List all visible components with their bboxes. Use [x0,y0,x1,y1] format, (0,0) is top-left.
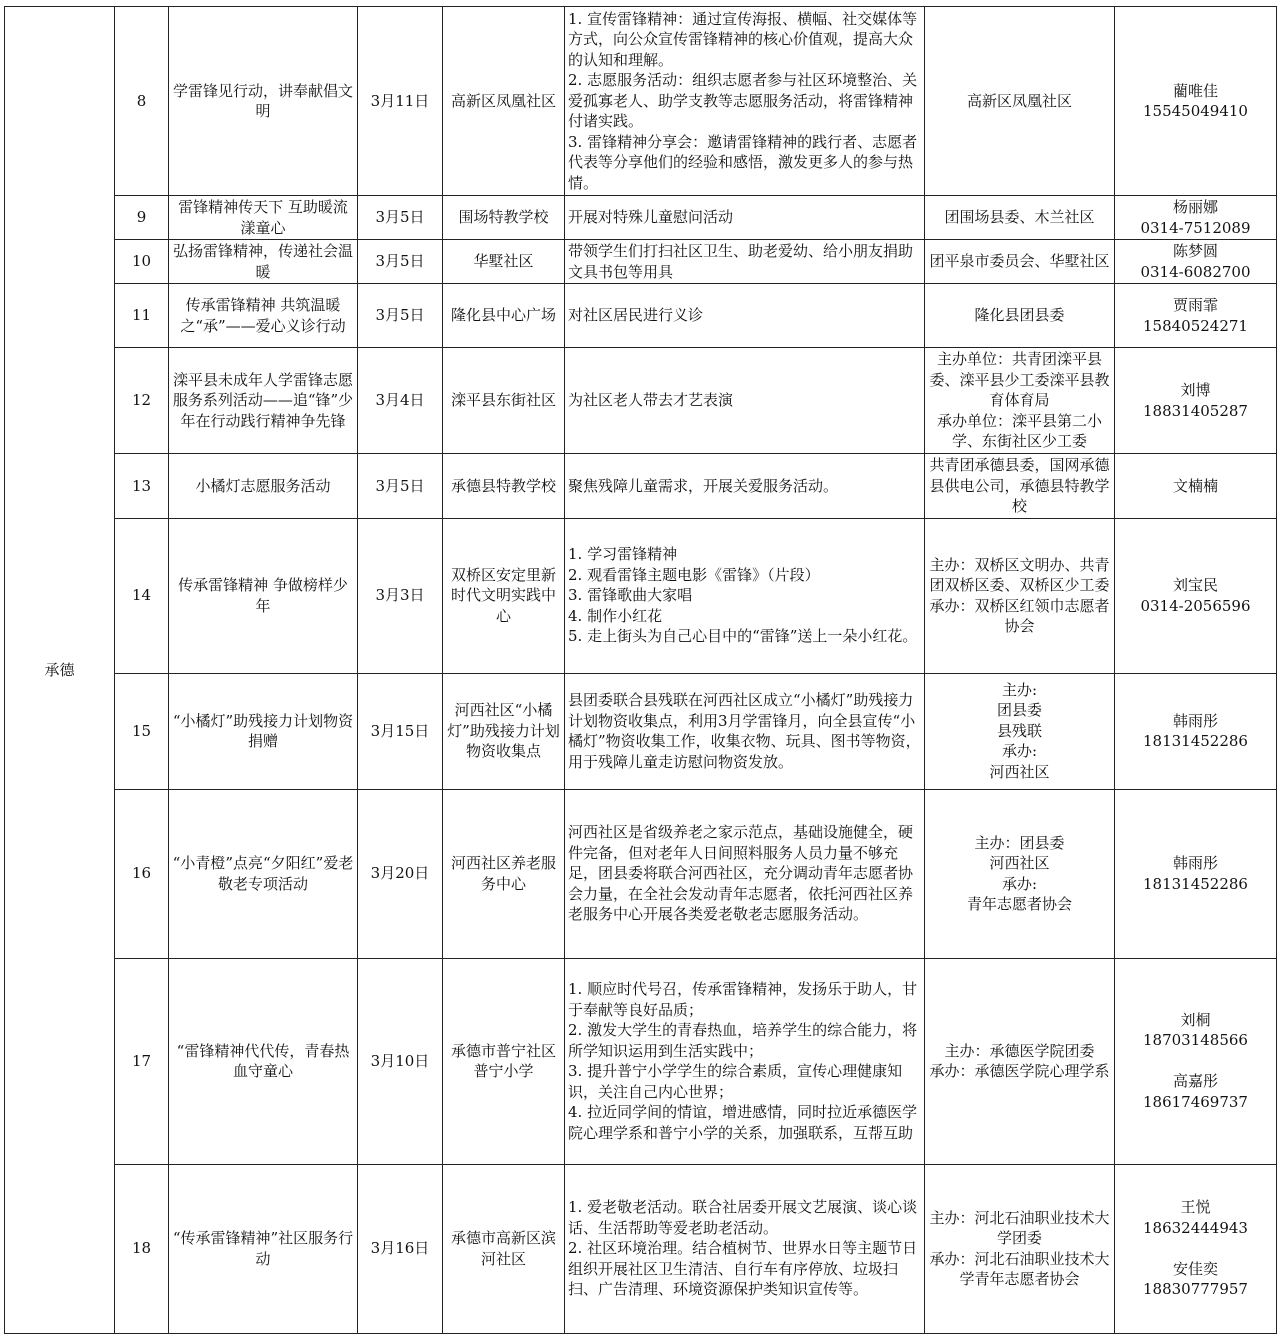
contact-line: 18131452286 [1143,874,1248,893]
activity-content-line: 2. 社区环境治理。结合植树节、世界水日等主题节日组织开展社区卫生清洁、自行车有序停放、垃圾扫扫、广告清理、环境资源保护类知识宣传等。 [568,1239,918,1299]
activity-content [565,196,925,240]
activity-content [565,348,925,454]
activity-content-line: 4. 制作小红花 [568,606,663,625]
activity-content-line: 3. 雷锋歌曲大家唱 [568,586,693,605]
activity-date: 3月15日 [358,673,443,789]
organizer-line: 高新区凤凰社区 [966,91,1072,110]
activity-content [565,7,925,196]
row-number: 8 [115,7,169,196]
organizer-line: 主办：承德医学院团委 [944,1041,1095,1060]
table-row [5,673,1277,789]
activity-content-line: 县团委联合县残联在河西社区成立“小橘灯”助残接力计划物资收集点，利用3月学雷锋月，向全县宣传“小橘灯”物资收集工作，收集衣物、玩具、图书等物资，用于残障儿童走访慰问物资发放。 [568,691,921,771]
organizer-line: 承办: [1001,742,1038,761]
activity-date: 3月10日 [358,958,443,1164]
activity-content-line: 开展对特殊儿童慰问活动 [568,208,734,227]
table-row [5,240,1277,284]
organizer [925,673,1115,789]
activity-place: 隆化县中心广场 [443,284,565,348]
table-row [5,789,1277,958]
contact-line: 0314-6082700 [1140,262,1251,281]
activity-content-line: 带领学生们打扫社区卫生、助老爱幼、给小朋友捐助文具书包等用具 [568,242,914,281]
organizer [925,958,1115,1164]
activity-name: 弘扬雷锋精神，传递社会温暖 [169,240,358,284]
contact-line: 0314-7512089 [1140,218,1251,237]
row-number: 17 [115,958,169,1164]
organizer [925,348,1115,454]
activity-place: 承德市普宁社区普宁小学 [443,958,565,1164]
organizer-line: 承办：双桥区红领巾志愿者协会 [929,596,1110,635]
organizer-line: 团县委 [996,701,1042,720]
activity-name: “小青橙”点亮“夕阳红”爱老敬老专项活动 [169,789,358,958]
row-number: 9 [115,196,169,240]
organizer-line: 青年志愿者协会 [966,895,1072,913]
contact-line: 刘桐 [1180,1010,1211,1029]
organizer-line: 主办: [1001,680,1038,699]
table-row [5,348,1277,454]
contact [1115,518,1277,673]
contact [1115,958,1277,1164]
contact-line: 安佳奕 [1172,1259,1218,1278]
activity-content-line: 2. 观看雷锋主题电影《雷锋》（片段） [568,565,820,584]
activity-name: 传承雷锋精神 争做榜样少年 [169,518,358,673]
activity-date: 3月11日 [358,7,443,196]
activity-content-line: 1. 顺应时代号召，传承雷锋精神，发扬乐于助人，甘于奉献等良好品质； [568,980,918,1019]
row-number: 14 [115,518,169,673]
contact-line: 18131452286 [1143,732,1248,750]
activity-place: 河西社区“小橘灯”助残接力计划物资收集点 [443,673,565,789]
organizer [925,7,1115,196]
activity-name: 滦平县未成年人学雷锋志愿服务系列活动——追“锋”少年在行动践行精神争先锋 [169,348,358,454]
row-number: 15 [115,673,169,789]
activity-content [565,284,925,348]
contact [1115,454,1277,519]
activity-content-line: 3. 雷锋精神分享会：邀请雷锋精神的践行者、志愿者代表等分享他们的经验和感悟，激发更多人的参与热情。 [568,132,918,192]
organizer [925,518,1115,673]
row-number: 11 [115,284,169,348]
contact-line: 18831405287 [1143,401,1248,420]
contact-line: 15545049410 [1143,102,1248,120]
activity-content-line: 1. 宣传雷锋精神：通过宣传海报、横幅、社交媒体等方式，向公众宣传雷锋精神的核心价值观，提高大众的认知和理解。 [568,9,918,69]
contact [1115,7,1277,196]
activity-place: 滦平县东街社区 [443,348,565,454]
activity-date: 3月3日 [358,518,443,673]
activity-place: 华墅社区 [443,240,565,284]
contact-line: 18632444943 [1143,1218,1248,1237]
organizer-line: 主办：双桥区文明办、共青团双桥区委、双桥区少工委 [929,555,1110,594]
organizer [925,284,1115,348]
organizer-line: 承办: [1001,874,1038,893]
contact-line: 文楠楠 [1172,476,1218,495]
table-row [5,1164,1277,1333]
contact [1115,196,1277,240]
activity-name: “雷锋精神代代传，青春热血守童心 [169,958,358,1164]
organizer-line: 团平泉市委员会、华墅社区 [929,252,1110,271]
contact [1115,240,1277,284]
organizer-line: 团围场县委、木兰社区 [944,208,1095,227]
activity-place: 河西社区养老服务中心 [443,789,565,958]
activity-date: 3月5日 [358,284,443,348]
activity-date: 3月5日 [358,454,443,519]
row-number: 16 [115,789,169,958]
contact-line [1118,1238,1273,1259]
organizer [925,240,1115,284]
contact-line: 王悦 [1180,1198,1211,1217]
organizer [925,196,1115,240]
organizer [925,789,1115,958]
organizer [925,1164,1115,1333]
organizer [925,454,1115,519]
activity-content-line: 河西社区是省级养老之家示范点，基础设施健全，硬件完备，但对老年人日间照料服务人员力量不够充足，团县委将联合河西社区，充分调动青年志愿者协会力量，在全社会发动青年志愿者，依托河西社区养老服务中心开展各类爱老敬老志愿服务活动。 [568,823,914,924]
contact-line: 0314-2056596 [1140,596,1251,615]
activity-name: 传承雷锋精神 共筑温暖之“承”——爱心义诊行动 [169,284,358,348]
contact-line: 15840524271 [1143,316,1248,335]
activity-content-line: 为社区老人带去才艺表演 [568,391,734,410]
activity-content-line: 1. 爱老敬老活动。联合社居委开展文艺展演、谈心谈话、生活帮助等爱老助老活动。 [568,1198,918,1237]
contact-line: 韩雨彤 [1172,854,1218,872]
organizer-line: 承办单位：滦平县第二小学、东街社区少工委 [936,411,1102,451]
organizer-line: 县残联 [996,721,1042,740]
contact-line: 18617469737 [1143,1092,1248,1111]
activity-place: 高新区凤凰社区 [443,7,565,196]
organizer-line: 承办：承德医学院心理学系 [929,1062,1110,1080]
activity-place: 承德县特教学校 [443,454,565,519]
contact-line: 18703148566 [1143,1031,1248,1050]
table-row [5,454,1277,519]
activity-date: 3月4日 [358,348,443,454]
activity-content [565,958,925,1164]
contact [1115,284,1277,348]
activity-name: “小橘灯”助残接力计划物资捐赠 [169,673,358,789]
row-number: 18 [115,1164,169,1333]
activity-content [565,1164,925,1333]
table-row [5,7,1277,196]
contact-line [1118,1051,1273,1072]
row-number: 10 [115,240,169,284]
activity-name: 学雷锋见行动，讲奉献倡文明 [169,7,358,196]
contact-line: 刘博 [1180,381,1211,399]
activity-place: 围场特教学校 [443,196,565,240]
row-number: 12 [115,348,169,454]
activity-content-line: 2. 志愿服务活动：组织志愿者参与社区环境整治、关爱孤寡老人、助学支教等志愿服务活动，将雷锋精神付诸实践。 [568,71,918,131]
organizer-line: 河西社区 [989,854,1050,872]
table-row [5,958,1277,1164]
table-body [5,7,1277,1334]
activity-date: 3月5日 [358,196,443,240]
activity-content-line: 聚焦残障儿童需求，开展关爱服务活动。 [568,476,839,495]
activity-content-line: 1. 学习雷锋精神 [568,545,678,564]
contact-line: 杨丽娜 [1172,198,1218,216]
organizer-line: 主办单位：共青团滦平县委、滦平县少工委滦平县教育体育局 [929,350,1110,410]
activity-content [565,240,925,284]
activity-table [4,6,1277,1334]
activity-content-line: 5. 走上街头为自己心目中的“雷锋”送上一朵小红花。 [568,627,918,646]
organizer-line: 隆化县团县委 [974,306,1065,325]
activity-content-line: 2. 激发大学生的青春热血，培养学生的综合能力，将所学知识运用到生活实践中； [568,1021,918,1060]
contact-line: 陈梦圆 [1172,242,1218,260]
organizer-line: 承办：河北石油职业技术大学青年志愿者协会 [929,1249,1110,1288]
contact [1115,348,1277,454]
activity-place: 双桥区安定里新时代文明实践中心 [443,518,565,673]
table-row [5,518,1277,673]
region-cell: 承德 [5,7,115,1334]
activity-date: 3月16日 [358,1164,443,1333]
activity-content [565,518,925,673]
activity-date: 3月20日 [358,789,443,958]
contact [1115,789,1277,958]
activity-date: 3月5日 [358,240,443,284]
contact [1115,1164,1277,1333]
activity-name: 小橘灯志愿服务活动 [169,454,358,519]
contact-line: 高嘉彤 [1172,1072,1218,1091]
activity-content-line: 3. 提升普宁小学学生的综合素质，宣传心理健康知识，关注自己内心世界； [568,1062,903,1101]
organizer-line: 共青团承德县委，国网承德县供电公司，承德县特教学校 [929,456,1110,515]
contact-line: 贾雨霏 [1172,296,1218,314]
activity-content-line: 对社区居民进行义诊 [568,306,704,325]
activity-content [565,673,925,789]
table-row [5,196,1277,240]
contact-line: 藺唯佳 [1172,81,1218,100]
table-row [5,284,1277,348]
activity-place: 承德市高新区滨河社区 [443,1164,565,1333]
activity-name: 雷锋精神传天下 互助暖流漾童心 [169,196,358,240]
contact-line: 韩雨彤 [1172,711,1218,730]
contact [1115,673,1277,789]
organizer-line: 河西社区 [989,762,1050,781]
activity-content [565,454,925,519]
organizer-line: 主办：团县委 [974,833,1065,852]
contact-line: 18830777957 [1143,1280,1248,1299]
row-number: 13 [115,454,169,519]
contact-line: 刘宝民 [1172,576,1218,594]
organizer-line: 主办：河北石油职业技术大学团委 [929,1208,1110,1247]
activity-content [565,789,925,958]
activity-name: “传承雷锋精神”社区服务行动 [169,1164,358,1333]
activity-content-line: 4. 拉近同学间的情谊，增进感情，同时拉近承德医学院心理学系和普宁小学的关系，加强联系，互帮互助 [568,1103,918,1142]
